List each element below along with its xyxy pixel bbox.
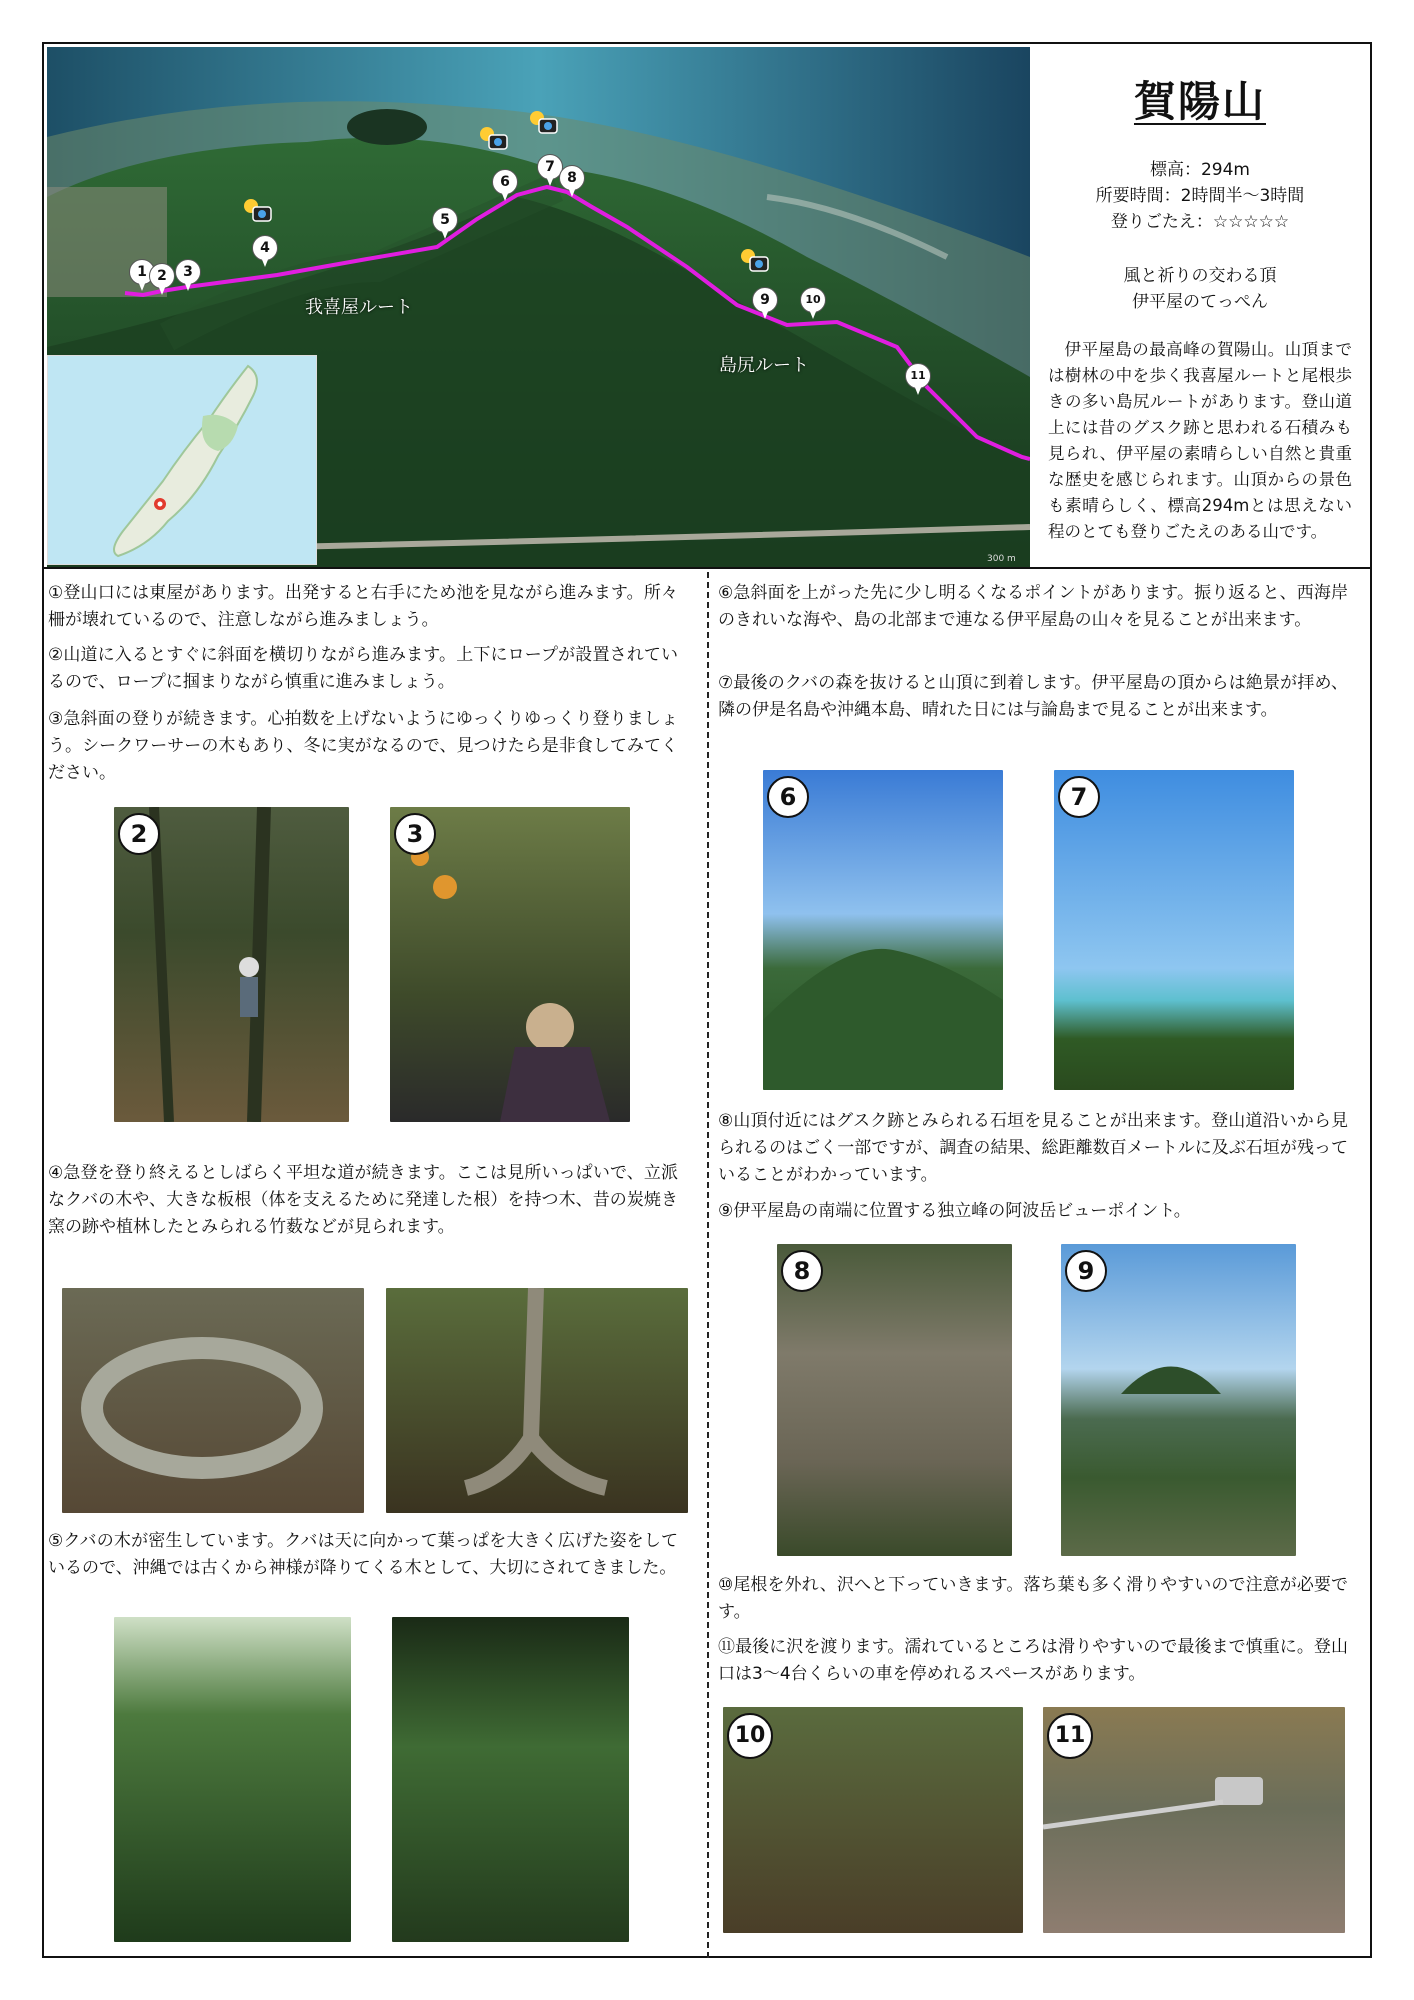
column-divider xyxy=(707,572,709,1958)
photo-step-2 xyxy=(114,807,349,1122)
photo-kuba-palms-1 xyxy=(114,1617,351,1942)
photo-step-3 xyxy=(390,807,630,1122)
step-1-text: ①登山口には東屋があります。出発すると右手にため池を見ながら進みます。所々柵が壊れているので、注意しながら進みましょう。 xyxy=(48,583,678,630)
route-label-west: 我喜屋ルート xyxy=(305,297,413,318)
photo-step-11 xyxy=(1043,1707,1345,1933)
photo-number-10: 10 xyxy=(727,1713,773,1759)
step-6-text: ⑥急斜面を上がった先に少し明るくなるポイントがあります。振り返ると、西海岸のきれいな海や、島の北部まで連なる伊平屋島の山々を見ることが出来ます。 xyxy=(718,583,1348,630)
step-3-text: ③急斜面の登りが続きます。心拍数を上げないようにゆっくりゆっくり登りましょう。シークワーサーの木もあり、冬に実がなるので、見つけたら是非食してみてください。 xyxy=(48,709,678,783)
camera-icon xyxy=(740,247,770,275)
photo-number-7: 7 xyxy=(1058,776,1100,818)
step-9-text: ⑨伊平屋島の南端に位置する独立峰の阿波岳ビューポイント。 xyxy=(718,1201,1191,1221)
page-title: 賀陽山 xyxy=(1133,77,1266,126)
tagline xyxy=(1048,263,1352,315)
elevation-text: 標高：294m xyxy=(1149,160,1250,180)
scale-label: 300 m xyxy=(987,554,1016,564)
marker-11[interactable]: 11 xyxy=(905,363,931,395)
marker-10[interactable]: 10 xyxy=(800,287,826,319)
step-2-text: ②山道に入るとすぐに斜面を横切りながら進みます。上下にロープが設置されているので、ロープに掴まりながら慎重に進みましょう。 xyxy=(48,645,678,692)
step-11-text: ⑪最後に沢を渡ります。濡れているところは滑りやすいので最後まで慎重に。登山口は3〜4台くらいの車を停めれるスペースがあります。 xyxy=(718,1637,1348,1684)
tagline-line-1: 風と祈りの交わる頂 xyxy=(1123,266,1277,286)
difficulty-text: 登りごたえ：☆☆☆☆☆ xyxy=(1110,212,1290,232)
photo-number-6: 6 xyxy=(767,776,809,818)
photo-number-8: 8 xyxy=(781,1250,823,1292)
marker-5[interactable]: 5 xyxy=(432,207,458,239)
mountain-stats xyxy=(1048,157,1352,235)
camera-icon xyxy=(529,109,559,137)
step-7-text: ⑦最後のクバの森を抜けると山頂に到着します。伊平屋島の頂からは絶景が拝め、隣の伊是名島や沖縄本島、晴れた日には与論島まで見ることが出来ます。 xyxy=(718,673,1348,720)
photo-buttress-tree xyxy=(386,1288,688,1513)
duration-text: 所要時間：2時間半〜3時間 xyxy=(1095,186,1305,206)
photo-step-10 xyxy=(723,1707,1023,1933)
location-inset-map xyxy=(47,355,317,565)
photo-step-9 xyxy=(1061,1244,1296,1556)
photo-stone-kiln xyxy=(62,1288,364,1513)
photo-step-6 xyxy=(763,770,1003,1090)
camera-icon xyxy=(243,197,273,225)
photo-number-9: 9 xyxy=(1065,1250,1107,1292)
marker-7[interactable]: 7 xyxy=(537,154,563,186)
photo-step-8 xyxy=(777,1244,1012,1556)
camera-icon xyxy=(479,125,509,153)
photo-kuba-palms-2 xyxy=(392,1617,629,1942)
mountain-description: 伊平屋島の最高峰の賀陽山。山頂までは樹林の中を歩く我喜屋ルートと尾根歩きの多い島尻ルートがあります。登山道上には昔のグスク跡と思われる石積みも見られ、伊平屋の素晴らしい自然と貴重な歴史を感じられます。山頂からの景色も素晴らしく、標高294mとは思えない程のとても登りごたえのある山です。 xyxy=(1048,340,1352,541)
marker-8[interactable]: 8 xyxy=(559,165,585,197)
photo-number-3: 3 xyxy=(394,813,436,855)
marker-6[interactable]: 6 xyxy=(492,169,518,201)
photo-step-7 xyxy=(1054,770,1294,1090)
step-4-text: ④急登を登り終えるとしばらく平坦な道が続きます。ここは見所いっぱいで、立派なクバの木や、大きな板根（体を支えるために発達した根）を持つ木、昔の炭焼き窯の跡や植林したとみられる竹薮などが見られます。 xyxy=(48,1163,678,1237)
island-map-illustration xyxy=(48,356,317,565)
step-8-text: ⑧山頂付近にはグスク跡とみられる石垣を見ることが出来ます。登山道沿いから見られるのはごく一部ですが、調査の結果、総距離数百メートルに及ぶ石垣が残っていることがわかっています。 xyxy=(718,1111,1348,1185)
step-5-text: ⑤クバの木が密生しています。クバは天に向かって葉っぱを大きく広げた姿をしているので、沖縄では古くから神様が降りてくる木として、大切にされてきました。 xyxy=(48,1531,678,1578)
mountain-info-panel xyxy=(1030,47,1370,567)
marker-3[interactable]: 3 xyxy=(175,259,201,291)
photo-number-2: 2 xyxy=(118,813,160,855)
header-divider xyxy=(42,567,1372,569)
step-10-text: ⑩尾根を外れ、沢へと下っていきます。落ち葉も多く滑りやすいので注意が必要です。 xyxy=(718,1575,1348,1622)
marker-1[interactable]: 1 xyxy=(129,259,155,291)
marker-9[interactable]: 9 xyxy=(752,287,778,319)
tagline-line-2: 伊平屋のてっぺん xyxy=(1132,292,1268,312)
photo-number-11: 11 xyxy=(1047,1713,1093,1759)
marker-2[interactable]: 2 xyxy=(149,263,175,295)
route-label-south: 島尻ルート xyxy=(719,355,809,376)
marker-4[interactable]: 4 xyxy=(252,235,278,267)
